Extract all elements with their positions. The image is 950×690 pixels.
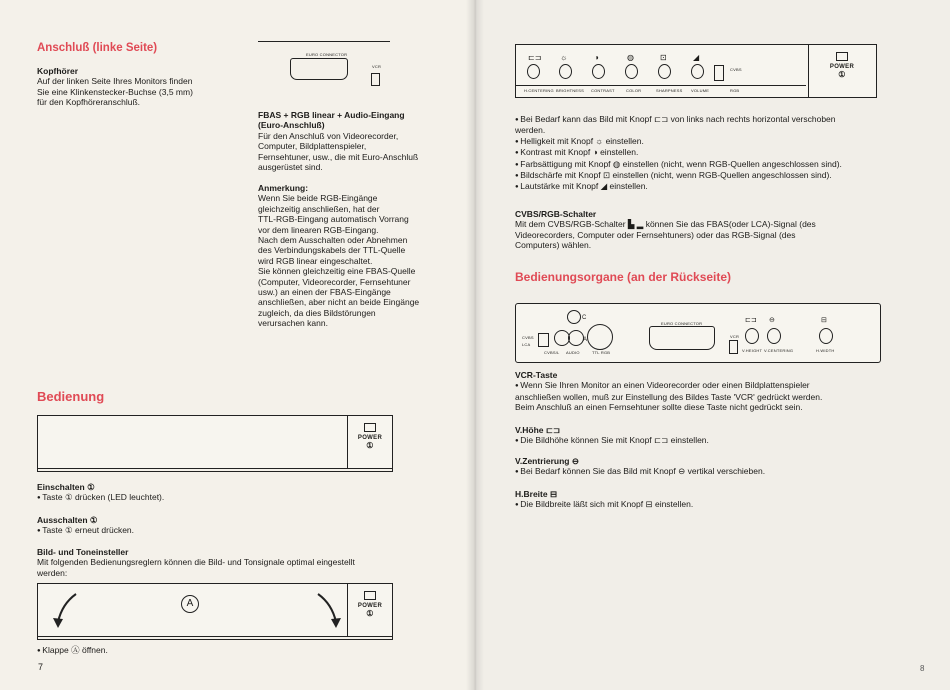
label-ttl-rgb: TTL RGB [592, 350, 611, 355]
heading-operation: Bedienung [37, 389, 105, 404]
note-line: Sie können gleichzeitig eine FBAS-Quelle [258, 266, 416, 277]
label-volume: VOLUME [691, 88, 710, 93]
switch-line: Videorecorders, Computer oder Fernsehtuners) oder das RGB-Signal (des [515, 229, 796, 240]
hcenter-symbol-icon: ⊏⊐ [528, 53, 542, 62]
headphones-title: Kopfhörer [37, 66, 79, 76]
controls-section [37, 547, 457, 578]
vcenter-symbol-icon: ⊖ [769, 317, 775, 324]
power-symbol-icon: ① [838, 70, 846, 79]
page-number-left: 7 [38, 662, 44, 672]
label-rgb: RGB [730, 88, 740, 93]
power-block [808, 45, 875, 97]
jack-c-icon [567, 310, 581, 324]
sharpness-icon: ⊡ [660, 53, 667, 62]
note-line: zugleich, da dies Bildstörungen [258, 307, 376, 318]
label-audio: AUDIO [566, 350, 580, 355]
book-gutter [466, 0, 484, 690]
vcr-line: ● Wenn Sie Ihren Monitor an einen Videorecorder oder einen Bildplattenspieler [515, 380, 935, 391]
label-cvbs: CVBS [522, 335, 534, 340]
label-hcentering: H.CENTERING [524, 88, 554, 93]
contrast-knob [592, 64, 605, 79]
rear-control-panel [515, 303, 881, 363]
headphones-line-1: Auf der linken Seite Ihres Monitors finden [37, 76, 193, 87]
vcr-label: VCR [372, 64, 382, 69]
vcr-title: VCR-Taste [515, 370, 558, 380]
controls-line-1: Mit folgenden Bedienungsreglern können die Bild- und Tonsignale optimal eingestellt [37, 557, 355, 568]
fbas-line-3: Fernsehtuner, usw., die mit Euro-Anschluß [258, 151, 419, 162]
switch-line: Mit dem CVBS/RGB-Schalter ▙ ▂ können Sie das FBAS(oder LCA)-Signal (des [515, 219, 816, 230]
switch-section [515, 209, 935, 251]
color-icon: ◍ [627, 53, 634, 62]
flap-text: ● Klappe Ⓐ öffnen. [37, 645, 108, 656]
vcenter-title: V.Zentrierung ⊖ [515, 456, 579, 466]
front-controls-list [515, 114, 935, 193]
power-on-title: Einschalten ① [37, 482, 95, 492]
note-line: gleichzeitig anschließen, hat der [258, 203, 380, 214]
note-line: usw.) an einen der FBAS-Eingänge [258, 287, 391, 298]
vcr-section [515, 370, 935, 413]
note-line: des Verbindungskabels der TTL-Quelle [258, 245, 406, 256]
hcenter-knob [527, 64, 540, 79]
note-line: TTL-RGB-Eingang automatisch Vorrang [258, 214, 409, 225]
controls-title: Bild- und Toneinsteller [37, 547, 129, 557]
headphones-line-3: für den Kopfhöreranschluß. [37, 97, 141, 108]
power-on-text: ● Taste ① drücken (LED leuchtet). [37, 492, 457, 503]
panel-base [37, 635, 393, 640]
power-off-title: Ausschalten ① [37, 515, 98, 525]
ttl-rgb-socket-icon [587, 324, 613, 350]
fbas-title-1: FBAS + RGB linear + Audio-Eingang [258, 110, 405, 120]
vcr-line: Beim Anschluß an einen Fernsehtuner sollte diese Taste nicht gedrückt sein. [515, 402, 803, 413]
hwidth-symbol-icon: ⊟ [821, 317, 827, 324]
vheight-symbol-icon: ⊏⊐ [745, 317, 757, 324]
headphones-line-2: Sie eine Klinkenstecker-Buchse (3,5 mm) [37, 86, 193, 97]
controls-line-2: werden: [37, 567, 68, 578]
vheight-title: V.Höhe ⊏⊐ [515, 425, 561, 435]
hwidth-title: H.Breite ⊟ [515, 489, 558, 499]
hwidth-text: ● Die Bildbreite läßt sich mit Knopf ⊟ einstellen. [515, 499, 935, 510]
flap-marker: A [181, 595, 199, 613]
note-line: Nach dem Ausschalten oder Abnehmen [258, 235, 408, 246]
power-led-icon [364, 591, 376, 600]
heading-connection: Anschluß (linke Seite) [37, 42, 158, 54]
heading-rear-controls: Bedienungsorgane (an der Rückseite) [515, 270, 732, 284]
note-line: Wenn Sie beide RGB-Eingänge [258, 193, 378, 204]
audio-jack-icon [568, 330, 584, 346]
bullet-item: ● Bei Bedarf kann das Bild mit Knopf ⊏⊐ von links nach rechts horizontal verschoben [515, 114, 935, 125]
volume-knob [691, 64, 704, 79]
label-vcr: VCR [730, 334, 740, 339]
power-led-icon [364, 423, 376, 432]
note-line: (Computer, Videorecorder, Fernsehtuner [258, 276, 411, 287]
euro-connector-illustration [258, 38, 390, 98]
label-contrast: CONTRAST [591, 88, 615, 93]
label-lca: LCA [522, 342, 531, 347]
label-brightness: BRIGHTNESS [556, 88, 585, 93]
fbas-title-2: (Euro-Anschluß) [258, 120, 325, 131]
label-sharpness: SHARPNESS [656, 88, 683, 93]
monitor-flap-panel [37, 583, 393, 637]
bullet-item-continuation: werden. [515, 125, 546, 136]
label-hwidth: H.WIDTH [816, 348, 835, 353]
arrow-down-left-icon [50, 590, 80, 630]
fbas-line-1: Für den Anschluß von Videorecorder, [258, 130, 399, 141]
bullet-item: ● Lautstärke mit Knopf ◢ einstellen. [515, 181, 935, 192]
note-line: verursachen kann. [258, 318, 328, 329]
power-symbol-icon: ① [366, 441, 374, 450]
note-line: vor dem linearen RGB-Eingang. [258, 224, 379, 235]
power-block [347, 584, 392, 636]
volume-icon: ◢ [693, 53, 700, 62]
vheight-text: ● Die Bildhöhe können Sie mit Knopf ⊏⊐ einstellen. [515, 435, 935, 446]
label-euro-connector: EURO CONNECTOR [661, 321, 703, 326]
hwidth-section [515, 489, 935, 511]
fbas-section [258, 110, 463, 172]
monitor-front-panel [37, 415, 393, 469]
front-control-panel [515, 44, 877, 98]
power-label: POWER [357, 435, 383, 441]
label-a: A [583, 337, 588, 343]
vcr-button-icon [729, 340, 738, 354]
euro-connector-label: EURO CONNECTOR [306, 52, 348, 57]
cvbs-lca-switch-icon [538, 333, 549, 347]
power-off-section [37, 515, 457, 537]
fbas-line-4: ausgerüstet sind. [258, 162, 323, 173]
power-off-text: ● Taste ① erneut drücken. [37, 525, 457, 536]
bullet-item: ● Kontrast mit Knopf ◑ einstellen. [515, 147, 935, 158]
label-cvbs-l: CVBS/L [544, 350, 560, 355]
page-number-right: 8 [920, 664, 925, 673]
arrow-down-right-icon [314, 590, 344, 630]
switch-title: CVBS/RGB-Schalter [515, 209, 597, 219]
vcenter-text: ● Bei Bedarf können Sie das Bild mit Knopf ⊖ vertikal verschieben. [515, 466, 935, 477]
contrast-icon: ◑ [594, 53, 599, 62]
vheight-knob [745, 328, 759, 344]
color-knob [625, 64, 638, 79]
vheight-section [515, 425, 935, 447]
vcr-button-icon [371, 73, 380, 86]
cvbs-rgb-switch-icon [714, 65, 724, 81]
note-title: Anmerkung: [258, 183, 309, 193]
sharpness-knob [658, 64, 671, 79]
scart-socket-icon [649, 326, 715, 350]
vcenter-section [515, 456, 935, 478]
brightness-icon: ☼ [560, 53, 568, 62]
power-symbol-icon: ① [366, 609, 374, 618]
right-page [475, 0, 950, 690]
headphones-section [37, 66, 252, 108]
power-led-icon [836, 52, 848, 61]
panel-base [37, 467, 393, 472]
label-vcentering: V.CENTERING [764, 348, 794, 353]
hwidth-knob [819, 328, 833, 344]
label-c: C [582, 315, 587, 321]
note-section [258, 183, 463, 329]
power-on-section [37, 482, 457, 504]
scart-socket-icon [290, 58, 348, 80]
label-vheight: V.HEIGHT [742, 348, 763, 353]
bullet-item: ● Farbsättigung mit Knopf ◍ einstellen (nicht, wenn RGB-Quellen angeschlossen sind). [515, 159, 935, 170]
switch-line: Computers) wählen. [515, 240, 592, 251]
bullet-item: ● Helligkeit mit Knopf ☼ einstellen. [515, 136, 935, 147]
note-line: wird RGB linear eingeschaltet. [258, 255, 373, 266]
brightness-knob [559, 64, 572, 79]
power-block [347, 416, 392, 468]
vcenter-knob [767, 328, 781, 344]
power-label: POWER [357, 603, 383, 609]
label-cvbs: CVBS [730, 67, 742, 72]
vcr-line: anschließen wollen, muß zur Einstellung des Bildes Taste 'VCR' gedrückt werden. [515, 391, 823, 402]
power-label: POWER [829, 64, 855, 70]
label-color: COLOR [626, 88, 642, 93]
fbas-line-2: Computer, Bildplattenspieler, [258, 141, 367, 152]
bullet-item: ● Bildschärfe mit Knopf ⊡ einstellen (nicht, wenn RGB-Quellen angeschlossen sind). [515, 170, 935, 181]
note-line: anschließen, aber nicht an beide Eingänge [258, 297, 420, 308]
